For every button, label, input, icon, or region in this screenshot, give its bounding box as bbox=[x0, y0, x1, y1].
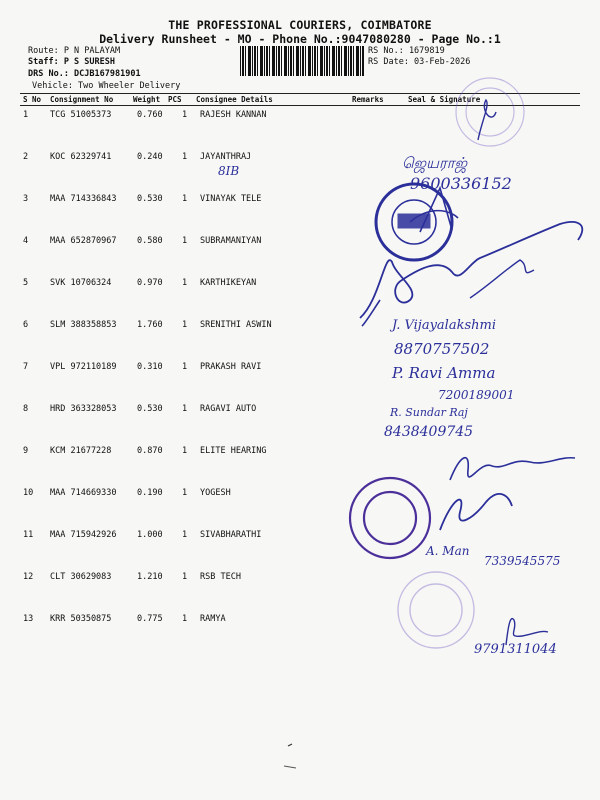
handwritten-name-row2: ஜெயராஜ் bbox=[402, 154, 468, 172]
document-subtitle: Delivery Runsheet - MO - Phone No.:9047080280 - Page No.:1 bbox=[99, 32, 501, 46]
row-consignee: SUBRAMANIYAN bbox=[200, 236, 262, 246]
handwritten-phone-row13: 9791311044 bbox=[474, 642, 557, 657]
handwritten-note-row2: 8IB bbox=[218, 164, 240, 178]
row-consignment: MAA 715942926 bbox=[50, 530, 117, 540]
row-pcs: 1 bbox=[182, 152, 188, 162]
row-consignment: SVK 10706324 bbox=[50, 278, 112, 288]
row-weight: 0.240 bbox=[137, 152, 163, 162]
row-weight: 0.310 bbox=[137, 362, 163, 372]
table-row bbox=[0, 152, 600, 172]
row-consignee: YOGESH bbox=[200, 488, 231, 498]
row-consignee: RAJESH KANNAN bbox=[200, 110, 267, 120]
row-consignment: KRR 50350875 bbox=[50, 614, 112, 624]
row-consignment: KCM 21677228 bbox=[50, 446, 112, 456]
row-pcs: 1 bbox=[182, 404, 188, 414]
row-pcs: 1 bbox=[182, 614, 188, 624]
row-pcs: 1 bbox=[182, 362, 188, 372]
table-row bbox=[0, 614, 600, 634]
row-consignment: TCG 51005373 bbox=[50, 110, 112, 120]
handwritten-name-row6: J. Vijayalakshmi bbox=[392, 318, 496, 333]
row-weight: 0.530 bbox=[137, 404, 163, 414]
row-weight: 0.580 bbox=[137, 236, 163, 246]
col-header-weight: Weight bbox=[133, 95, 161, 104]
route-label: Route: P N PALAYAM bbox=[28, 46, 121, 56]
row-weight: 0.530 bbox=[137, 194, 163, 204]
row-sno: 13 bbox=[23, 614, 34, 624]
row-consignee: SIVABHARATHI bbox=[200, 530, 262, 540]
table-row bbox=[0, 320, 600, 340]
row-sno: 6 bbox=[23, 320, 29, 330]
row-sno: 10 bbox=[23, 488, 34, 498]
row-pcs: 1 bbox=[182, 488, 188, 498]
col-header-pcs: PCS bbox=[168, 95, 182, 104]
row-sno: 12 bbox=[23, 572, 34, 582]
drs-label bbox=[28, 69, 141, 80]
vehicle-label: Vehicle: Two Wheeler Delivery bbox=[32, 81, 181, 91]
row-consignee: JAYANTHRAJ bbox=[200, 152, 252, 162]
row-sno: 2 bbox=[23, 152, 29, 162]
row-consignee: KARTHIKEYAN bbox=[200, 278, 257, 288]
row-sno: 1 bbox=[23, 110, 29, 120]
row-consignee: PRAKASH RAVI bbox=[200, 362, 262, 372]
handwritten-phone-row11: 7339545575 bbox=[484, 554, 561, 568]
staff-value: Staff: P S SURESH bbox=[28, 57, 115, 67]
handwritten-name-row11: A. Man bbox=[426, 544, 470, 558]
row-sno: 5 bbox=[23, 278, 29, 288]
row-consignee: RSB TECH bbox=[200, 572, 241, 582]
row-pcs: 1 bbox=[182, 194, 188, 204]
drs-value: DRS No.: DCJB167981901 bbox=[28, 69, 141, 79]
row-sno: 11 bbox=[23, 530, 34, 540]
col-header-remarks: Remarks bbox=[352, 95, 384, 104]
row-consignee: RAMYA bbox=[200, 614, 226, 624]
handwritten-name-row8: R. Sundar Raj bbox=[390, 406, 468, 419]
row-weight: 0.760 bbox=[137, 110, 163, 120]
table-row bbox=[0, 572, 600, 592]
row-sno: 9 bbox=[23, 446, 29, 456]
table-row bbox=[0, 446, 600, 466]
row-weight: 1.760 bbox=[137, 320, 163, 330]
handwritten-phone-row2: 9600336152 bbox=[410, 174, 512, 193]
row-consignment: KOC 62329741 bbox=[50, 152, 112, 162]
col-header-consignment: Consignment No bbox=[50, 95, 114, 104]
handwritten-phone-row8: 8438409745 bbox=[384, 424, 474, 440]
row-consignee: VINAYAK TELE bbox=[200, 194, 262, 204]
header-bottom-rule bbox=[20, 105, 580, 106]
col-header-consignee: Consignee Details bbox=[196, 95, 273, 104]
row-weight: 0.775 bbox=[137, 614, 163, 624]
header-top-rule bbox=[20, 93, 580, 94]
row-weight: 0.190 bbox=[137, 488, 163, 498]
row-consignment: MAA 652870967 bbox=[50, 236, 117, 246]
row-weight: 0.970 bbox=[137, 278, 163, 288]
document-title: THE PROFESSIONAL COURIERS, COIMBATORE bbox=[168, 18, 432, 32]
row-consignment: MAA 714336843 bbox=[50, 194, 117, 204]
row-consignment: SLM 388358853 bbox=[50, 320, 117, 330]
row-pcs: 1 bbox=[182, 320, 188, 330]
col-header-sno: S No bbox=[23, 95, 42, 104]
handwritten-name-row7: P. Ravi Amma bbox=[392, 364, 496, 382]
col-header-seal: Seal & Signature bbox=[408, 95, 481, 104]
rs-date: RS Date: 03-Feb-2026 bbox=[368, 57, 471, 67]
row-sno: 3 bbox=[23, 194, 29, 204]
row-consignment: HRD 363328053 bbox=[50, 404, 117, 414]
table-row bbox=[0, 530, 600, 550]
row-pcs: 1 bbox=[182, 110, 188, 120]
table-row bbox=[0, 404, 600, 424]
row-consignment: MAA 714669330 bbox=[50, 488, 117, 498]
table-row bbox=[0, 362, 600, 382]
table-row bbox=[0, 236, 600, 256]
row-sno: 7 bbox=[23, 362, 29, 372]
row-pcs: 1 bbox=[182, 236, 188, 246]
row-weight: 1.210 bbox=[137, 572, 163, 582]
handwritten-phone-row7: 7200189001 bbox=[438, 388, 515, 402]
handwritten-phone-row6: 8870757502 bbox=[394, 340, 490, 358]
rs-number: RS No.: 1679819 bbox=[368, 46, 445, 56]
row-pcs: 1 bbox=[182, 446, 188, 456]
row-consignee: ELITE HEARING bbox=[200, 446, 267, 456]
row-weight: 0.870 bbox=[137, 446, 163, 456]
row-sno: 8 bbox=[23, 404, 29, 414]
row-sno: 4 bbox=[23, 236, 29, 246]
row-pcs: 1 bbox=[182, 278, 188, 288]
table-row bbox=[0, 194, 600, 214]
row-consignment: CLT 30629083 bbox=[50, 572, 112, 582]
barcode bbox=[240, 46, 364, 76]
row-consignee: SRENITHI ASWIN bbox=[200, 320, 272, 330]
table-row bbox=[0, 488, 600, 508]
row-consignment: VPL 972110189 bbox=[50, 362, 117, 372]
staff-label bbox=[28, 57, 115, 68]
row-pcs: 1 bbox=[182, 572, 188, 582]
table-row bbox=[0, 278, 600, 298]
table-row bbox=[0, 110, 600, 130]
row-pcs: 1 bbox=[182, 530, 188, 540]
row-consignee: RAGAVI AUTO bbox=[200, 404, 257, 414]
row-weight: 1.000 bbox=[137, 530, 163, 540]
